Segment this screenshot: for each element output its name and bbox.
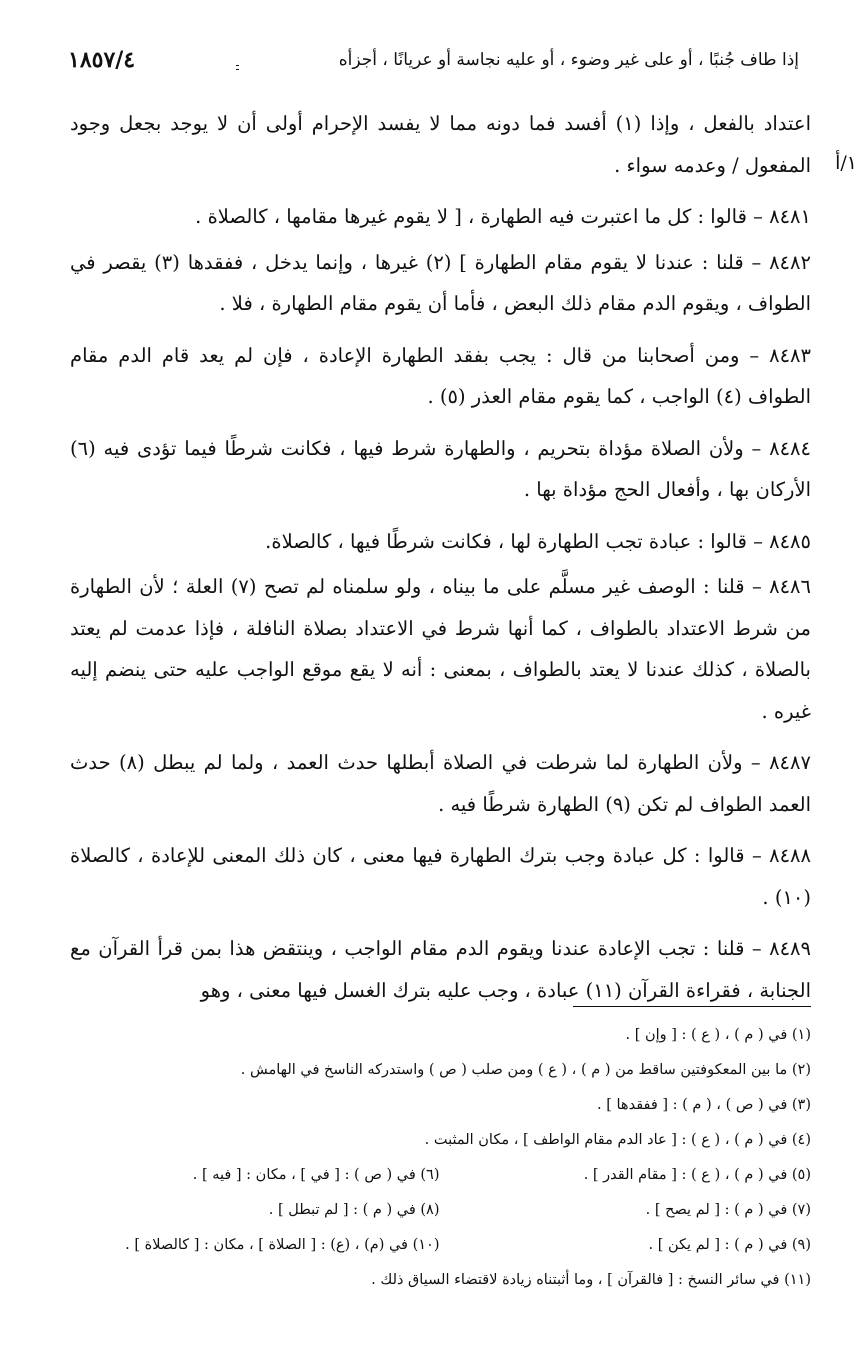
footnote-separator — [573, 1006, 811, 1007]
paragraph-text: ٨٤٨٥ – قالوا : عبادة تجب الطهارة لها ، فكانت شرطًا فيها ، كالصلاة. — [265, 529, 811, 553]
running-header — [68, 47, 799, 90]
header-rule — [236, 65, 239, 70]
paragraph — [70, 835, 811, 918]
footnote: (٨) في ( م ) : [ لم تبطل ] . — [268, 1202, 440, 1218]
paragraph-text: ٨٤٨٤ – ولأن الصلاة مؤداة بتحريم ، والطهارة شرط فيها ، فكانت شرطًا فيما تؤدى فيه (٦) الأركان بها ، وأفعال الحج مؤداة بها . — [70, 436, 811, 501]
paragraph — [70, 566, 811, 732]
paragraph — [70, 428, 811, 511]
page-number: ١٨٥٧/٤ — [68, 47, 136, 73]
paragraph — [70, 928, 811, 1011]
footnote: (٢) ما بين المعكوفتين ساقط من ( م ) ، ( ع ) ومن صلب ( ص ) واستدركه الناسخ في الهامش . — [240, 1062, 811, 1078]
paragraph — [70, 196, 811, 238]
footnote: (١١) في سائر النسخ : [ فالقرآن ] ، وما أثبتناه زيادة لاقتضاء السياق ذلك . — [371, 1272, 811, 1288]
paragraph — [70, 242, 811, 325]
paragraph-text: ٨٤٨١ – قالوا : كل ما اعتبرت فيه الطهارة ، [ لا يقوم غيرها مقامها ، كالصلاة . — [195, 205, 811, 228]
footnotes — [68, 1018, 811, 1298]
paragraph — [70, 335, 811, 418]
margin-folio: ١/أ — [835, 152, 857, 174]
paragraph-text: ٨٤٨٨ – قالوا : كل عبادة وجب بترك الطهارة فيها معنى ، كان ذلك المعنى للإعادة ، كالصلاة (١٠) . — [70, 844, 811, 909]
paragraph-text: ٨٤٨٦ – قلنا : الوصف غير مسلَّم على ما بيناه ، ولو سلمناه لم تصح (٧) العلة ؛ لأن الطهارة من شرط الاعتداد بالطواف ، كما أنها شرط في الاعتداد بصلاة النافلة ، فإذا عدمت لم يعتد بالصلاة ، كذلك عندنا لا يعتد بالطواف ، بمعنى : أنه لا يقع موقع الواجب عليه حتى ينضم إليه غيره . — [70, 575, 811, 723]
footnote: (١) في ( م ) ، ( ع ) : [ وإن ] . — [625, 1027, 811, 1043]
main-text — [70, 103, 811, 1021]
paragraph-text: ٨٤٨٣ – ومن أصحابنا من قال : يجب بفقد الطهارة الإعادة ، فإن لم يعد قام الدم مقام الطواف (٤) الواجب ، كما يقوم مقام العذر (٥) . — [70, 343, 811, 408]
running-title: إذا طاف جُنبًا ، أو على غير وضوء ، أو عليه نجاسة أو عريانًا ، أجزأه — [338, 50, 799, 70]
paragraph-text: ٨٤٨٩ – قلنا : تجب الإعادة عندنا ويقوم الدم مقام الواجب ، وينتقض هذا بمن قرأ القرآن مع الجنابة ، فقراءة القرآن (١١) عبادة ، وجب عليه بترك الغسل فيها معنى ، وهو — [70, 937, 811, 1002]
footnote: (٦) في ( ص ) : [ في ] ، مكان : [ فيه ] . — [192, 1167, 440, 1183]
footnote: (٧) في ( م ) : [ لم يصح ] . — [645, 1202, 811, 1218]
footnote: (١٠) في (م) ، (ع) : [ الصلاة ] ، مكان : [ كالصلاة ] . — [125, 1237, 440, 1253]
paragraph — [70, 521, 811, 563]
paragraph-text: ٨٤٨٢ – قلنا : عندنا لا يقوم مقام الطهارة ] (٢) غيرها ، وإنما يدخل ، ففقدها (٣) يقصر في الطواف ، ويقوم الدم مقام ذلك البعض ، فأما أن يقوم مقام الطهارة ، فلا . — [70, 250, 811, 315]
footnote: (٥) في ( م ) ، ( ع ) : [ مقام القدر ] . — [583, 1167, 811, 1183]
paragraph — [70, 103, 811, 186]
paragraph — [70, 742, 811, 825]
footnote: (٤) في ( م ) ، ( ع ) : [ عاد الدم مقام الواطف ] ، مكان المثبت . — [424, 1132, 811, 1148]
paragraph-text: اعتداد بالفعل ، وإذا (١) أفسد فما دونه مما لا يفسد الإحرام أولى أن لا يوجد بجعل وجود المفعول / وعدمه سواء . — [70, 112, 811, 177]
footnote: (٩) في ( م ) : [ لم يكن ] . — [648, 1237, 811, 1253]
footnote: (٣) في ( ص ) ، ( م ) : [ ففقدها ] . — [597, 1097, 811, 1113]
paragraph-text: ٨٤٨٧ – ولأن الطهارة لما شرطت في الصلاة أبطلها حدث العمد ، ولما لم يبطل (٨) حدث العمد الطواف لم تكن (٩) الطهارة شرطًا فيه . — [70, 751, 811, 816]
